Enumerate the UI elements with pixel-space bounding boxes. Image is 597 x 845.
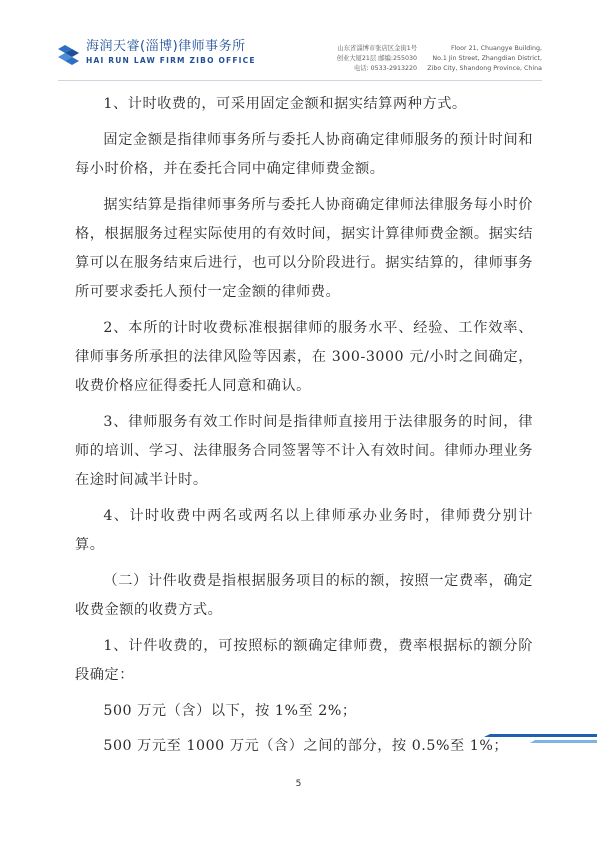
paragraph: 1、计件收费的，可按照标的额确定律师费，费率根据标的额分阶段确定： <box>75 638 533 683</box>
firm-name-block <box>86 39 256 66</box>
paragraph: 1、计时收费的，可采用固定金额和据实结算两种方式。 <box>103 96 467 112</box>
address-cn-line: 山东省淄博市张店区金街1号 <box>337 45 417 52</box>
page-number: 5 <box>295 779 302 789</box>
paragraph: （二）计件收费是指根据服务项目的标的额，按照一定费率，确定收费金额的收费方式。 <box>75 573 533 618</box>
letterhead <box>0 0 597 80</box>
address-en <box>424 44 542 74</box>
address-en-line: Floor 21, Chuangye Building, <box>450 45 542 52</box>
paragraph: 固定金额是指律师事务所与委托人协商确定律师服务的预计时间和每小时价格，并在委托合同中确定律师费金额。 <box>75 132 533 177</box>
paragraph: 2、本所的计时收费标准根据律师的服务水平、经验、工作效率、律师事务所承担的法律风险等因素，在 300-3000 元/小时之间确定，收费价格应征得委托人同意和确认。 <box>75 320 533 394</box>
paragraph: 4、计时收费中两名或两名以上律师承办业务时，律师费分别计算。 <box>75 508 533 553</box>
address-en-line: No.1 Jin Street, Zhangdian District, <box>432 55 542 62</box>
firm-name-en: HAI RUN LAW FIRM ZIBO OFFICE <box>86 56 256 65</box>
address-en-line: Zibo City, Shandong Province, China <box>427 65 542 72</box>
paragraph: 据实结算是指律师事务所与委托人协商确定律师法律服务每小时价格，根据服务过程实际使用的有效时间，据实计算律师费金额。据实结算可以在服务结束后进行，也可以分阶段进行。据实结算的，律师事务所可要求委托人预付一定金额的律师费。 <box>75 197 533 300</box>
firm-name-cn: 海润天睿(淄博)律师事务所 <box>86 39 246 54</box>
firm-logo-icon <box>56 40 82 68</box>
paragraph: 3、律师服务有效工作时间是指律师直接用于法律服务的时间，律师的培训、学习、法律服务合同签署等不计入有效时间。律师办理业务在途时间减半计时。 <box>75 414 533 488</box>
paragraph: 500 万元至 1000 万元（含）之间的部分，按 0.5%至 1%； <box>103 738 509 754</box>
address-cn-line: 创业大厦21层 邮编:255030 <box>336 55 417 62</box>
document-body <box>75 90 533 767</box>
corner-accent-bottom <box>0 740 597 743</box>
header-divider <box>58 80 542 81</box>
address-cn <box>317 44 417 74</box>
corner-accent-top <box>0 734 597 737</box>
address-cn-line: 电话: 0533-2913220 <box>353 65 417 72</box>
paragraph: 500 万元（含）以下，按 1%至 2%； <box>103 703 357 719</box>
